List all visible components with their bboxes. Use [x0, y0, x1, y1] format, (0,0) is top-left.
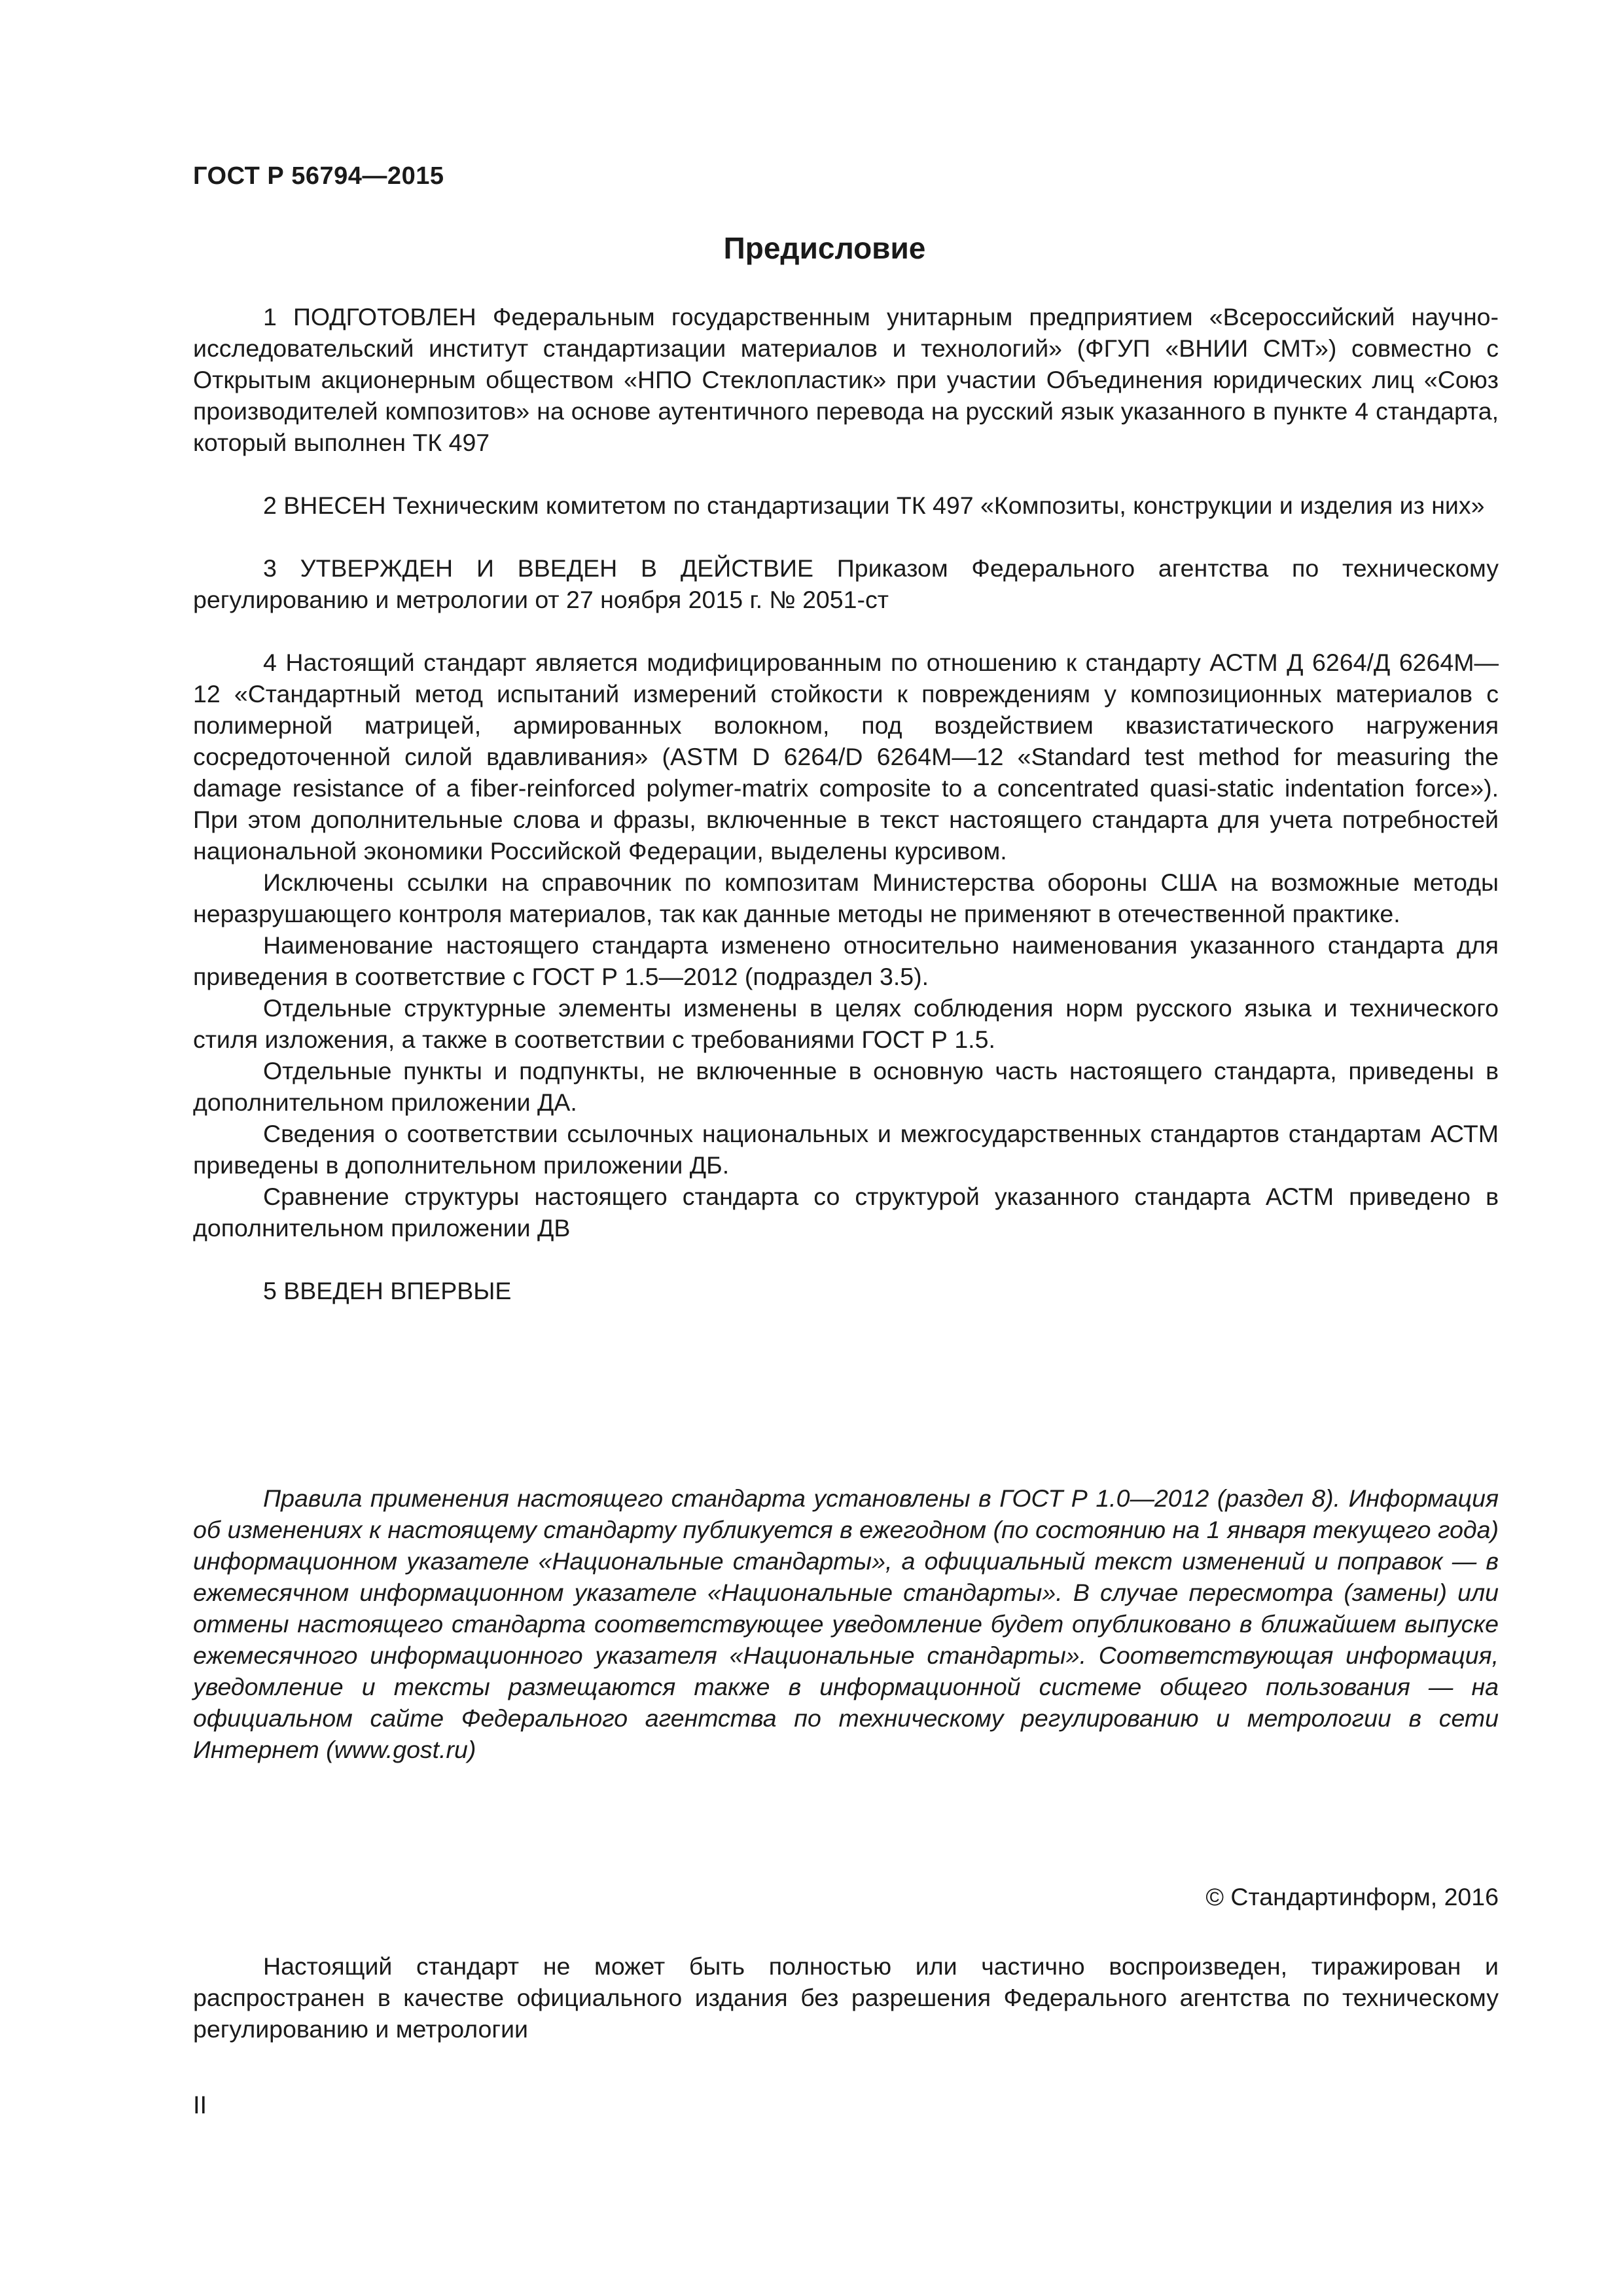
section-4-excluded-references: Исключены ссылки на справочник по композитам Министерства обороны США на возможные методы неразрушающего контроля материалов, так как данные методы не применяют в отечественной практике.: [193, 869, 1499, 927]
section-4-title-change: Наименование настоящего стандарта изменено относительно наименования указанного стандарта для приведения в соответствие с ГОСТ Р 1.5—2012 (подраздел 3.5).: [193, 931, 1499, 990]
section-2-submitted: 2 ВНЕСЕН Техническим комитетом по стандартизации ТК 497 «Композиты, конструкции и изделия из них»: [263, 492, 1485, 519]
section-4-appendix-db: Сведения о соответствии ссылочных национальных и межгосударственных стандартов стандартам АСТМ приведены в дополнительном приложении ДБ.: [193, 1120, 1499, 1179]
copyright-line: © Стандартинформ, 2016: [1205, 1883, 1499, 1910]
application-rules-notice: [193, 1482, 1499, 1765]
reproduction-restriction: [193, 1950, 1499, 2045]
section-3-approved: 3 УТВЕРЖДЕН И ВВЕДЕН В ДЕЙСТВИЕ Приказом Федерального агентства по техническому регулированию и метрологии от 27 ноября 2015 г. № 2051-ст: [193, 554, 1499, 613]
section-4-modification: 4 Настоящий стандарт является модифицированным по отношению к стандарту АСТМ Д 6264/Д 6264М—12 «Стандартный метод испытаний измерений стойкости к повреждениям у композиционных материалов с полимерной матрицей, армированных волокном, под воздействием квазистатического нагружения сосредоточенной силой вдавливания» (ASTM D 6264/D 6264M—12 «Standard test method for measuring the damage resistance of a fiber-reinforced polymer-matrix composite to a concentrated quasi-static indentation force»). При этом дополнительные слова и фразы, включенные в текст настоящего стандарта для учета потребностей национальной экономики Российской Федерации, выделены курсивом.: [193, 649, 1499, 865]
section-4-appendix-dv: Сравнение структуры настоящего стандарта со структурой указанного стандарта АСТМ приведено в дополнительном приложении ДВ: [193, 1183, 1499, 1242]
notice-text: Правила применения настоящего стандарта установлены в ГОСТ Р 1.0—2012 (раздел 8). Информация об изменениях к настоящему стандарту публикуется в ежегодном (по состоянию на 1 января текущего года) информационном указателе «Национальные стандарты», а официальный текст изменений и поправок — в ежемесячном информационном указателе «Национальные стандарты». В случае пересмотра (замены) или отмены настоящего стандарта соответствующее уведомление будет опубликовано в ближайшем выпуске ежемесячного информационного указателя «Национальные стандарты». Соответствующая информация, уведомление и тексты размещаются также в информационной системе общего пользования — на официальном сайте Федерального агентства по техническому регулированию и метрологии в сети Интернет (www.gost.ru): [193, 1484, 1499, 1763]
reproduction-text: Настоящий стандарт не может быть полностью или частично воспроизведен, тиражирован и распространен в качестве официального издания без разрешения Федерального агентства по техническому регулированию и метрологии: [193, 1952, 1499, 2043]
section-1-prepared: 1 ПОДГОТОВЛЕН Федеральным государственным унитарным предприятием «Всероссийский научно-исследовательский институт стандартизации материалов и технологий» (ФГУП «ВНИИ СМТ») совместно с Открытым акционерным обществом «НПО Стеклопластик» при участии Объединения юридических лиц «Союз производителей композитов» на основе аутентичного перевода на русский язык указанного в пункте 4 стандарта, который выполнен ТК 497: [193, 303, 1499, 456]
document-code: ГОСТ Р 56794—2015: [193, 162, 444, 190]
section-4-structural-changes: Отдельные структурные элементы изменены в целях соблюдения норм русского языка и технического стиля изложения, а также в соответствии с требованиями ГОСТ Р 1.5.: [193, 994, 1499, 1053]
page-title: Предисловие: [723, 231, 926, 265]
section-4-appendix-da: Отдельные пункты и подпункты, не включенные в основную часть настоящего стандарта, приведены в дополнительном приложении ДА.: [193, 1057, 1499, 1116]
page-number: II: [193, 2092, 207, 2119]
section-5-first-introduced: 5 ВВЕДЕН ВПЕРВЫЕ: [263, 1277, 512, 1304]
foreword-body: [193, 301, 1499, 1306]
